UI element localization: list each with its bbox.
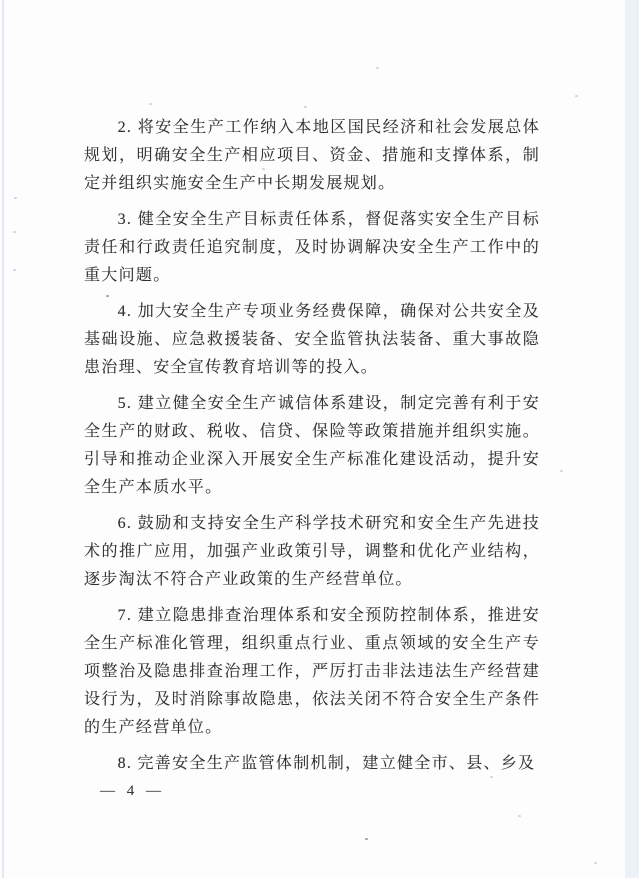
page-number: — 4 — <box>100 783 165 799</box>
scan-speck <box>149 103 152 105</box>
paragraph-item-2: 2. 将安全生产工作纳入本地区国民经济和社会发展总体规划，明确安全生产相应项目、资金、措施和支撑体系，制定并组织实施安全生产中长期发展规划。 <box>84 119 540 192</box>
paragraph-item-6: 6. 鼓励和支持安全生产科学技术研究和安全生产先进技术的推广应用，加强产业政策引导，调整和优化产业结构，逐步淘汰不符合产业政策的生产经营单位。 <box>84 515 540 588</box>
scan-speck <box>594 862 597 864</box>
scan-speck <box>13 269 16 271</box>
scan-speck <box>13 231 16 233</box>
paragraph-item-7: 7. 建立隐患排查治理体系和安全预防控制体系，推进安全生产标准化管理，组织重点行业、重点领域的安全生产专项整治及隐患排查治理工作，严厉打击非法违法生产经营建设行为，及时消除事故隐患，依法关闭不符合安全生产条件的生产经营单位。 <box>84 607 540 736</box>
scan-speck <box>365 838 368 840</box>
scan-edge-line-left <box>2 0 4 878</box>
document-body <box>84 114 540 786</box>
paragraph-item-8: 8. 完善安全生产监管体制机制，建立健全市、县、乡及 <box>117 755 536 772</box>
scan-speck <box>575 95 578 97</box>
scan-edge-band-right <box>625 0 639 878</box>
scan-speck <box>376 67 379 69</box>
paragraph-item-5: 5. 建立健全安全生产诚信体系建设，制定完善有利于安全生产的财政、税收、信贷、保险等政策措施并组织实施。引导和推动企业深入开展安全生产标准化建设活动，提升安全生产本质水平。 <box>84 395 540 496</box>
scan-speck <box>14 197 17 199</box>
scan-speck <box>518 815 521 817</box>
scan-speck <box>304 106 307 108</box>
scan-speck <box>560 470 563 472</box>
paragraph-item-4: 4. 加大安全生产专项业务经费保障，确保对公共安全及基础设施、应急救援装备、安全监管执法装备、重大事故隐患治理、安全宣传教育培训等的投入。 <box>84 303 540 376</box>
paragraph-item-3: 3. 健全安全生产目标责任体系，督促落实安全生产目标责任和行政责任追究制度，及时协调解决安全生产工作中的重大问题。 <box>84 211 540 284</box>
